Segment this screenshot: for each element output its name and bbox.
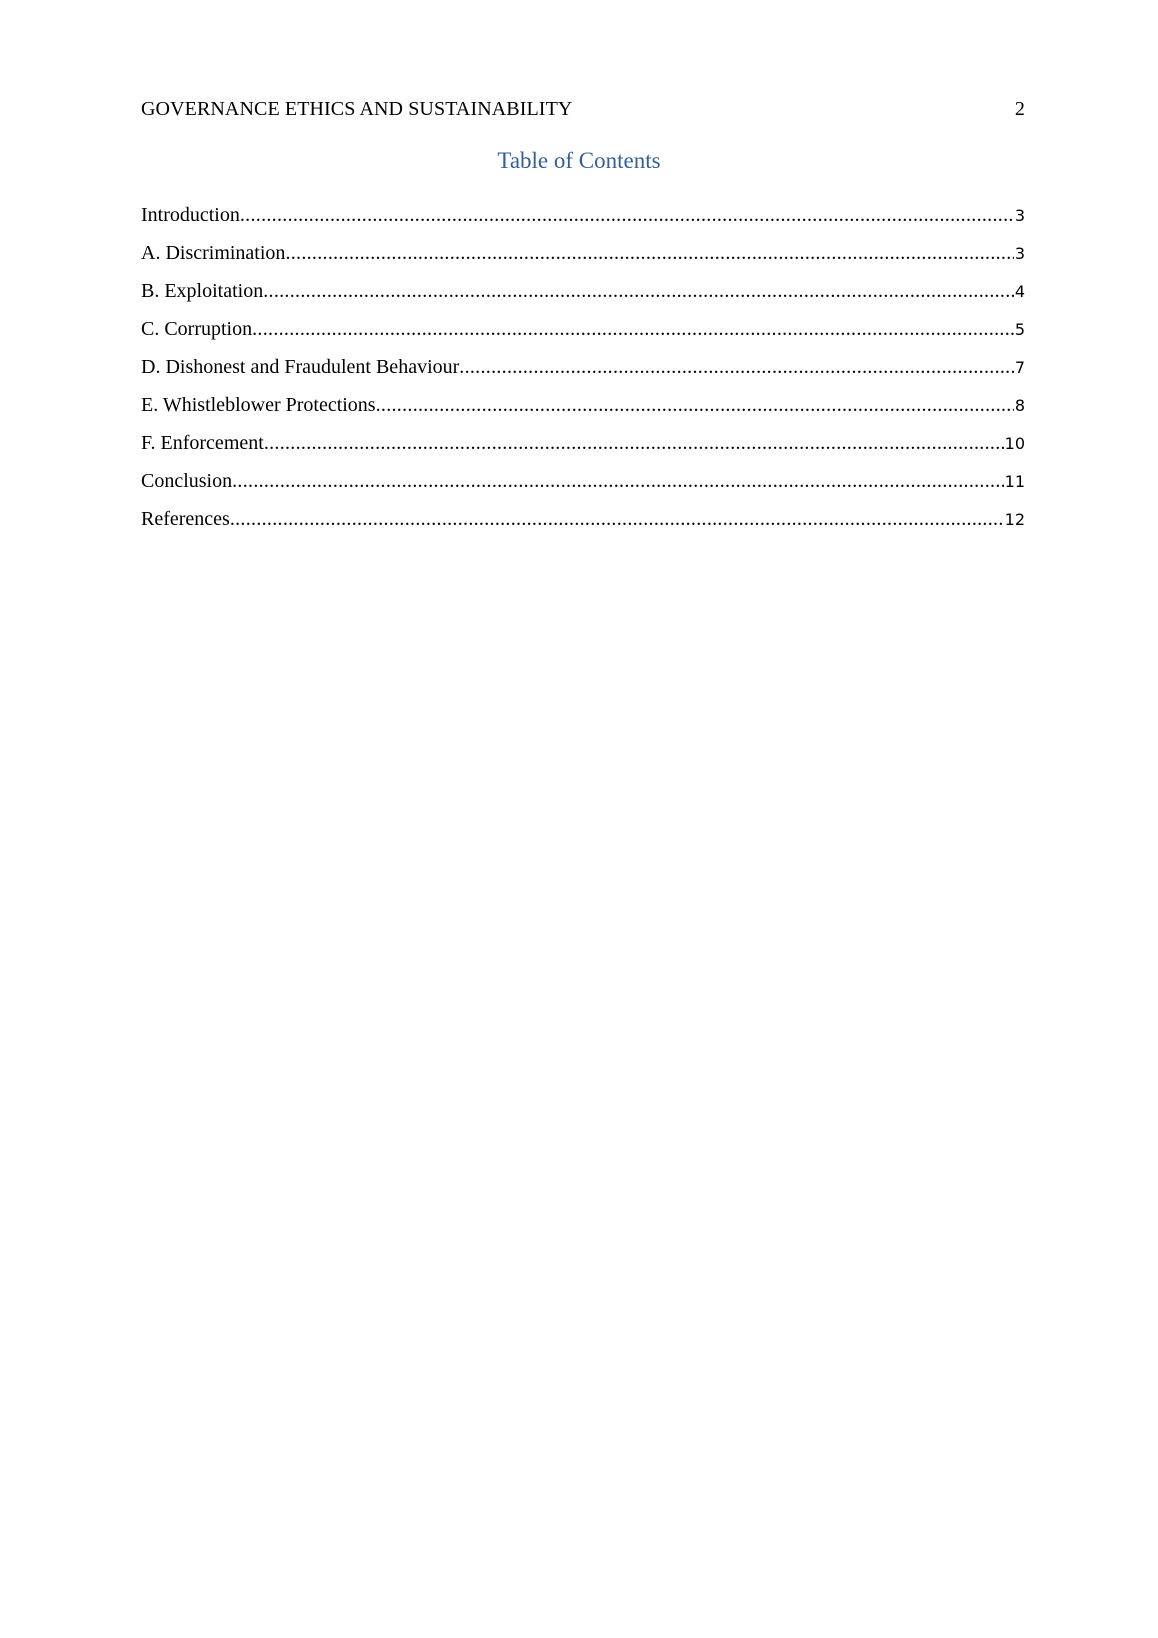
toc-dot-leader [252, 318, 1014, 341]
toc-dot-leader [376, 394, 1014, 417]
toc-title: Table of Contents [497, 148, 661, 173]
toc-entry-whistleblower-protections[interactable] [141, 394, 1025, 432]
page-number: 2 [1014, 98, 1025, 120]
toc-entry-enforcement[interactable] [141, 432, 1025, 470]
toc-entry-label: E. Whistleblower Protections [141, 394, 376, 416]
toc-dot-leader [230, 508, 1004, 531]
toc-entry-label: F. Enforcement [141, 432, 264, 454]
toc-entry-discrimination[interactable] [141, 242, 1025, 280]
toc-entry-page: 4 [1014, 282, 1025, 301]
toc-entry-label: C. Corruption [141, 318, 253, 340]
toc-entry-page: 12 [1004, 510, 1025, 529]
toc-dot-leader [264, 432, 1004, 455]
toc-entry-label: Conclusion [141, 470, 233, 492]
toc-dot-leader [459, 356, 1014, 379]
toc-dot-leader [240, 204, 1014, 227]
toc-entry-page: 3 [1014, 206, 1025, 225]
toc-entry-exploitation[interactable] [141, 280, 1025, 318]
toc-entry-page: 3 [1014, 244, 1025, 263]
toc-entry-references[interactable] [141, 508, 1025, 546]
toc-entry-introduction[interactable] [141, 204, 1025, 242]
toc-entry-page: 5 [1014, 320, 1025, 339]
toc-entry-label: References [141, 508, 230, 530]
toc-entry-label: B. Exploitation [141, 280, 264, 302]
toc-entry-page: 8 [1014, 396, 1025, 415]
running-header [141, 98, 1025, 124]
toc-entry-dishonest-behaviour[interactable] [141, 356, 1025, 394]
toc-dot-leader [263, 280, 1014, 303]
toc-entry-page: 7 [1014, 358, 1025, 377]
toc-entry-label: A. Discrimination [141, 242, 286, 264]
toc-entry-label: D. Dishonest and Fraudulent Behaviour [141, 356, 460, 378]
toc-entry-label: Introduction [141, 204, 240, 226]
toc-dot-leader [232, 470, 1004, 493]
toc-list [141, 204, 1025, 546]
toc-entry-corruption[interactable] [141, 318, 1025, 356]
toc-dot-leader [285, 242, 1013, 265]
toc-entry-page: 10 [1004, 434, 1025, 453]
toc-entry-page: 11 [1004, 472, 1025, 491]
running-title: GOVERNANCE ETHICS AND SUSTAINABILITY [141, 98, 573, 120]
toc-entry-conclusion[interactable] [141, 470, 1025, 508]
